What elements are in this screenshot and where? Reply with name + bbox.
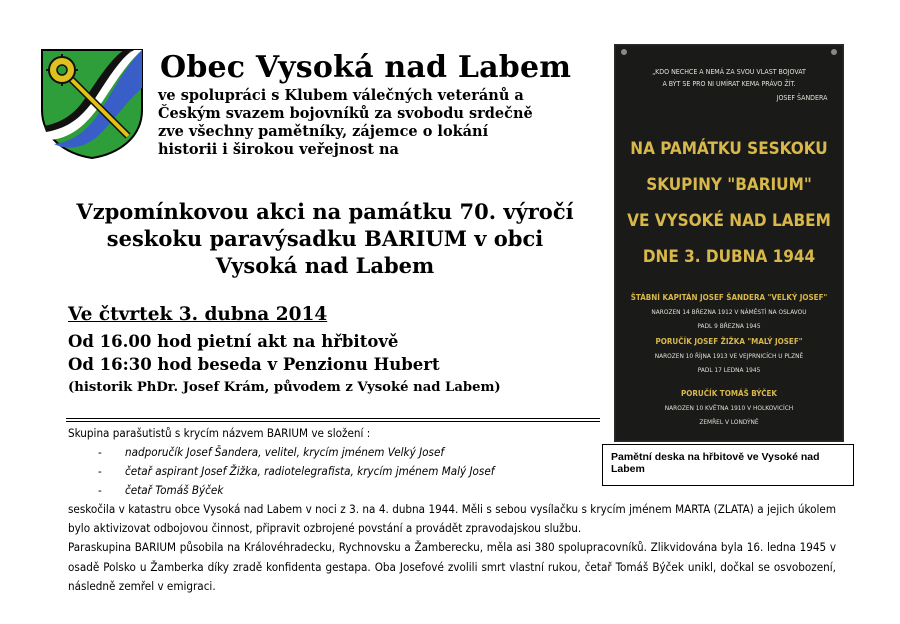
intro-line: Českým svazem bojovníků za svobodu srdečně — [158, 105, 533, 122]
plaque-person-name: ŠTÁBNÍ KAPITÁN JOSEF ŠANDERA "VELKÝ JOSEF" — [630, 293, 828, 302]
paragraph: seskočila v katastru obce Vysoká nad Labem v noci z 3. na 4. dubna 1944. Měli s sebou vysílačku s krycím jménem MARTA (ZLATA) a jejich úkolem bylo aktivizovat odbojovou činnost, připravit ozbrojené povstání a provádět zpravodajskou službu. — [68, 502, 836, 536]
plaque-quote-author: JOSEF ŠANDERA — [776, 94, 828, 102]
plaque-main-line: NA PAMÁTKU SESKOKU — [630, 139, 828, 159]
event-title-line: seskoku paravýsadku BARIUM v obci — [106, 226, 544, 251]
event-date: Ve čtvrtek 3. dubna 2014 — [68, 304, 328, 325]
plaque-person-died: PADL 17 LEDNA 1945 — [697, 366, 761, 374]
coat-of-arms-icon — [40, 48, 144, 160]
divider — [66, 418, 600, 419]
plaque-person-name: PORUČÍK TOMÁŠ BÝČEK — [680, 389, 778, 398]
event-title — [45, 198, 605, 279]
intro-line: ve spolupráci s Klubem válečných veteránů a — [158, 87, 524, 104]
plaque-image — [614, 44, 844, 442]
member-text: četař aspirant Josef Žižka, radiotelegrafista, krycím jménem Malý Josef — [125, 464, 495, 478]
member-text: nadporučík Josef Šandera, velitel, krycím jménem Velký Josef — [125, 445, 445, 459]
plaque-main-line: DNE 3. DUBNA 1944 — [642, 247, 816, 267]
event-title-line: Vzpomínkovou akci na památku 70. výročí — [76, 199, 574, 224]
divider — [66, 421, 600, 422]
invitation-intro — [158, 87, 598, 159]
plaque-person-died: PADL 9 BŘEZNA 1945 — [697, 322, 761, 330]
plaque-bolt — [831, 49, 837, 55]
dash: - — [98, 464, 102, 478]
program-item: Od 16:30 hod beseda v Penzionu Hubert — [68, 355, 440, 374]
member-item — [98, 445, 444, 459]
dash: - — [98, 483, 102, 497]
speaker-note: (historik PhDr. Josef Krám, původem z Vysoké nad Labem) — [68, 380, 501, 395]
member-text: četař Tomáš Býček — [125, 483, 224, 497]
plaque-caption: Pamětní deska na hřbitově ve Vysoké nad Labem — [602, 444, 854, 486]
group-intro: Skupina parašutistů s krycím názvem BARIUM ve složení : — [68, 426, 371, 440]
history-text — [68, 500, 836, 596]
dash: - — [98, 445, 102, 459]
plaque-main-line: SKUPINY "BARIUM" — [646, 175, 812, 195]
event-title-line: Vysoká nad Labem — [215, 253, 435, 278]
plaque-bolt — [621, 49, 627, 55]
plaque-main-line: VE VYSOKÉ NAD LABEM — [627, 211, 831, 231]
memorial-plaque-photo — [614, 44, 844, 442]
member-item — [98, 464, 494, 478]
intro-line: historii i širokou veřejnost na — [158, 141, 399, 158]
plaque-person-born: NAROZEN 14 BŘEZNA 1912 V NÁMĚSTÍ NA OSLAVOU — [651, 308, 807, 316]
plaque-person-born: NAROZEN 10 KVĚTNA 1910 V HOLKOVICÍCH — [664, 404, 794, 412]
plaque-person-name: PORUČÍK JOSEF ŽIŽKA "MALÝ JOSEF" — [655, 337, 803, 346]
intro-line: zve všechny pamětníky, zájemce o lokání — [158, 123, 489, 140]
plaque-person-born: NAROZEN 10 ŘÍJNA 1913 VE VEJPRNICÍCH U PLZNĚ — [654, 352, 804, 360]
plaque-quote: A BÝT SE PRO NI UMÍRAT KEMA PRÁVO ŽÍT. — [662, 80, 796, 88]
plaque-quote: „KDO NECHCE A NEMÁ ZA SVOU VLAST BOJOVAT — [652, 68, 806, 76]
program-item: Od 16.00 hod pietní akt na hřbitově — [68, 332, 399, 351]
plaque-person-died: ZEMŘEL V LONDÝNĚ — [699, 418, 759, 426]
municipality-title: Obec Vysoká nad Labem — [160, 50, 572, 85]
paragraph: Paraskupina BARIUM působila na Královéhradecku, Rychnovsku a Žamberecku, měla asi 380 spolupracovníků. Zlikvidována byla 16. ledna 1945 v osadě Polsko u Žamberka díky zradě konfidenta gestapa. Oba Josefové zvolili smrt vlastní rukou, četař Tomáš Býček unikl, dočkal se osvobození, následně zemřel v emigraci. — [68, 540, 836, 593]
member-item — [98, 483, 223, 497]
